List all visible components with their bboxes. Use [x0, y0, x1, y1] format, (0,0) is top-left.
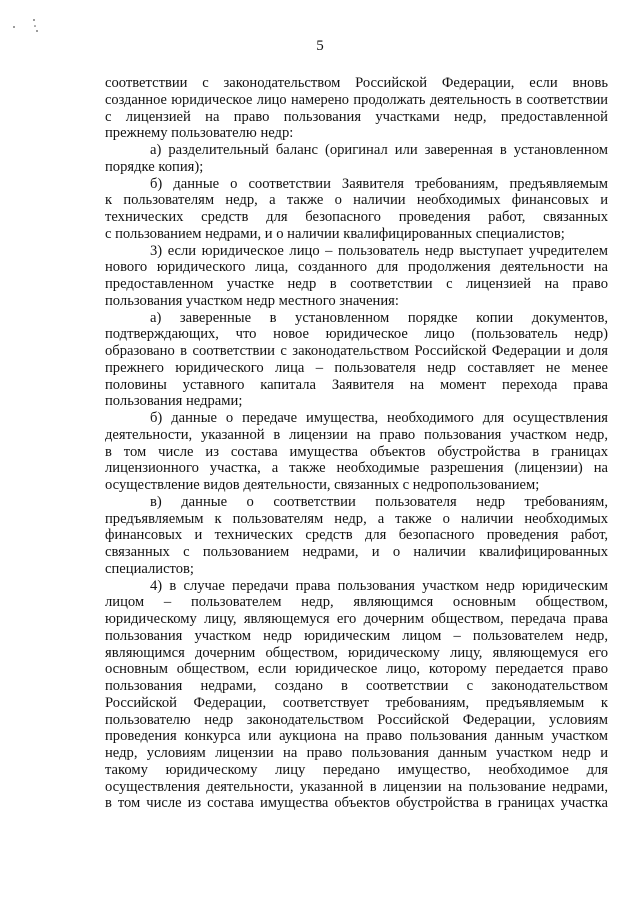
page-number: 5: [316, 38, 324, 54]
text-line: в том числе из состава имущества объектов обустройства в границах: [105, 443, 608, 460]
text-line: связанных с пользованием недрами, и о наличии квалифицированных: [105, 544, 608, 560]
text-line: прежнего юридического лица – пользователя недр составляет не менее: [105, 359, 608, 376]
text-line: подтверждающих, что новое юридическое лицо (пользователь недр): [105, 326, 608, 343]
text-line: предоставленном участке недр в соответствии с лицензией на право: [105, 276, 608, 292]
text-line: б) данные о передаче имущества, необходимого для осуществления: [150, 410, 608, 426]
text-line: такому юридическому лицу передано имущество, необходимое для: [105, 761, 608, 778]
text-line: пользования участком недр местного значения:: [105, 292, 399, 309]
text-line: лицензионного участка, а также необходимые разрешения (лицензии) на: [105, 460, 608, 477]
text-line: б) данные о соответствии Заявителя требованиям, предъявляемым: [150, 175, 608, 192]
text-line: проведения конкурса или аукциона на право пользования данным участком: [105, 728, 608, 745]
document-text: [105, 75, 608, 812]
text-line: деятельности, указанной в лицензии на право пользования участком недр,: [105, 426, 608, 443]
text-line: основным обществом, если юридическое лицо, которому передается право: [105, 661, 608, 678]
scan-marks: [12, 14, 52, 34]
text-line: пользования недрами;: [105, 393, 243, 410]
text-line: образовано в соответствии с законодательством Российской Федерации и доля: [105, 343, 608, 359]
text-line: с пользованием недрами, и о наличии квалифицированных специалистов;: [105, 225, 565, 242]
text-line: недр, условиям лицензии на право пользования данным участком недр и: [105, 745, 608, 761]
text-line: осуществления деятельности, указанной в лицензии на пользование недрами,: [105, 778, 608, 795]
text-line: в) данные о соответствии пользователя недр требованиям,: [150, 493, 608, 510]
text-line: пользователю недр законодательством Российской Федерации, условиям: [105, 711, 608, 728]
text-line: пользования участком недр юридическим лицом – пользователем недр,: [105, 627, 608, 644]
text-line: осуществление видов деятельности, связанных с недропользованием;: [105, 477, 540, 493]
text-line: являющимся дочерним обществом, юридическому лицу, являющемуся его: [105, 644, 608, 661]
text-line: технических средств для безопасного проведения работ, связанных: [105, 209, 608, 225]
text-line: нового юридического лица, созданного для продолжения деятельности на: [105, 259, 608, 276]
text-line: финансовых и технических средств для безопасного проведения работ,: [105, 527, 608, 544]
text-line: созданное юридическое лицо намерено продолжать деятельность в соответствии: [105, 91, 608, 108]
text-line: порядке копия);: [105, 158, 204, 175]
text-line: Российской Федерации, соответствует требованиям, предъявляемым к: [105, 694, 608, 711]
text-line: лицом – пользователем недр, являющимся основным обществом,: [105, 594, 608, 611]
text-line: 3) если юридическое лицо – пользователь недр выступает учредителем: [150, 242, 608, 259]
text-line: к пользователям недр, а также о наличии необходимых финансовых и: [105, 192, 608, 209]
text-line: предъявляемым к пользователям недр, а также о наличии необходимых: [105, 510, 608, 527]
text-line: специалистов;: [105, 560, 194, 577]
text-line: половины уставного капитала Заявителя на момент перехода права: [105, 376, 608, 393]
text-line: а) разделительный баланс (оригинал или заверенная в установленном: [150, 142, 608, 158]
text-line: а) заверенные в установленном порядке копии документов,: [150, 309, 608, 326]
text-line: соответствии с законодательством Российской Федерации, если вновь: [105, 75, 608, 91]
text-line: с лицензией на право пользования участками недр, предоставленной: [105, 108, 608, 125]
text-line: прежнему пользователю недр:: [105, 125, 294, 142]
text-line: в том числе из состава имущества объектов обустройства в границах участка: [105, 795, 608, 812]
text-line: пользования недрами, создано в соответствии с законодательством: [105, 678, 608, 694]
text-line: 4) в случае передачи права пользования участком недр юридическим: [150, 577, 608, 594]
text-line: юридическому лицу, являющемуся его дочерним обществом, передача права: [105, 611, 608, 627]
